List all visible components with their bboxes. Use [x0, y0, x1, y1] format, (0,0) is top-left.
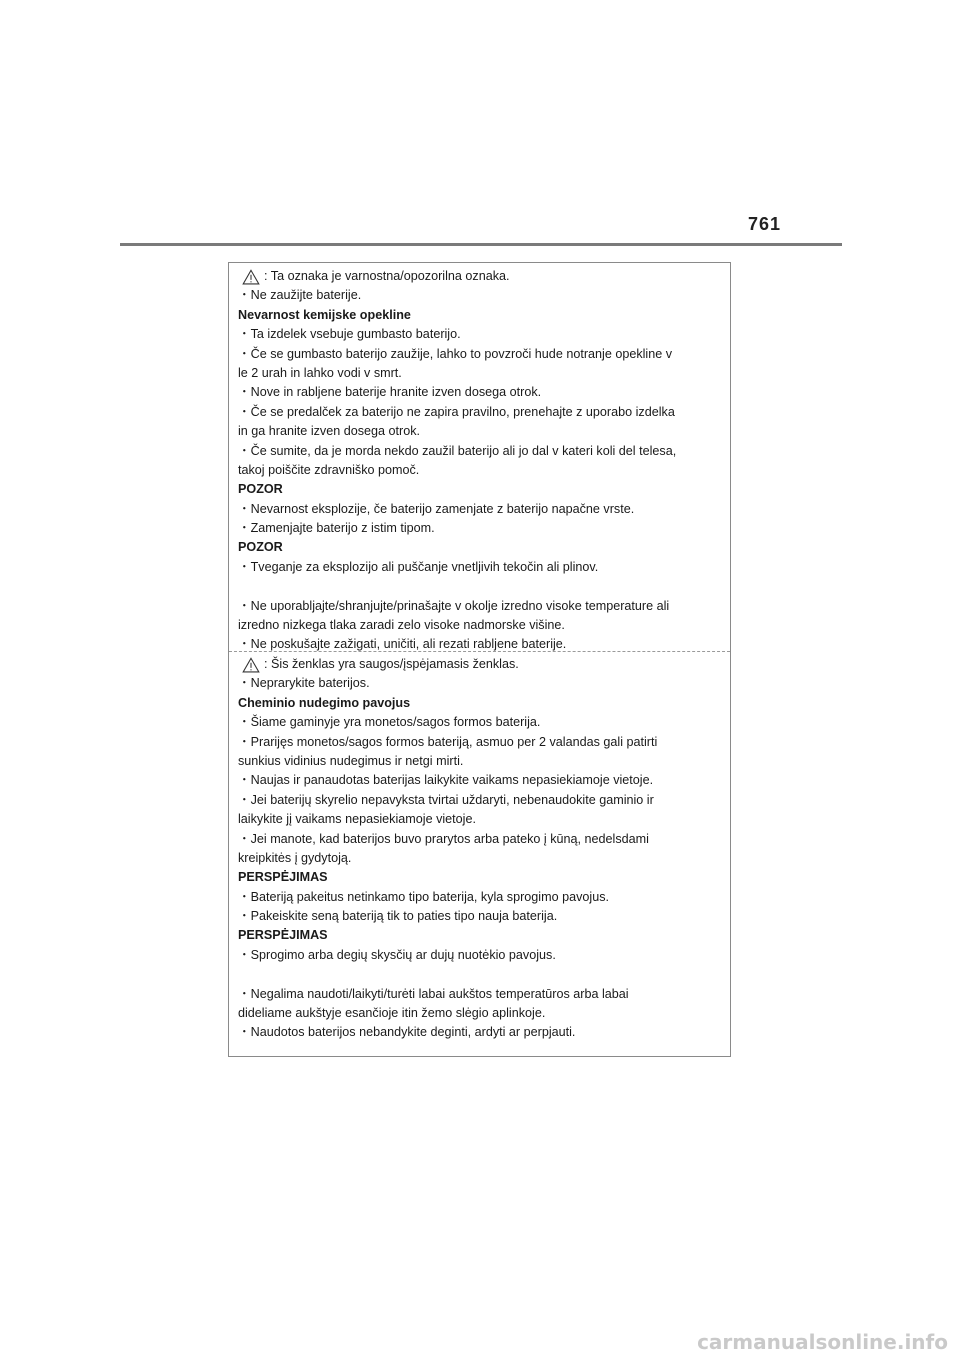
notice-heading: PERSPĖJIMAS: [238, 870, 328, 885]
notice-line: ・Neprarykite baterijos.: [238, 676, 370, 691]
battery-warning-box: [228, 262, 731, 1057]
section-slovenian: [229, 267, 730, 655]
notice-line: ・Če se gumbasto baterijo zaužije, lahko to povzroči hude notranje opekline v: [238, 346, 673, 361]
notice-line: laikykite jį vaikams nepasiekiamoje vietoje.: [238, 812, 476, 827]
section-lithuanian: [229, 655, 730, 1043]
section-divider: [229, 651, 730, 652]
notice-line: ・Jei baterijų skyrelio nepavyksta tvirtai uždaryti, nebenaudokite gaminio ir: [238, 792, 654, 807]
notice-line: sunkius vidinius nudegimus ir netgi mirti.: [238, 753, 464, 768]
notice-line: kreipkitės į gydytoją.: [238, 850, 352, 865]
notice-line: [238, 965, 730, 984]
page-number: 761: [748, 214, 782, 234]
header-rule: [120, 243, 842, 246]
notice-line: ・Zamenjajte baterijo z istim tipom.: [238, 521, 435, 536]
notice-line: ・Če se predalček za baterijo ne zapira pravilno, prenehajte z uporabo izdelka: [238, 404, 675, 419]
warning-label-text: : Šis ženklas yra saugos/įspėjamasis ženklas.: [264, 657, 519, 671]
warning-label: [238, 267, 730, 286]
warning-triangle-icon: [242, 269, 260, 285]
notice-heading: Cheminio nudegimo pavojus: [238, 695, 411, 710]
notice-line: ・Nove in rabljene baterije hranite izven dosega otrok.: [238, 385, 542, 400]
notice-line: ・Šiame gaminyje yra monetos/sagos formos baterija.: [238, 715, 541, 730]
notice-line: ・Sprogimo arba degių skysčių ar dujų nuotėkio pavojus.: [238, 947, 556, 962]
notice-line: ・Ne uporabljajte/shranjujte/prinašajte v okolje izredno visoke temperature ali: [238, 598, 670, 613]
notice-heading: POZOR: [238, 540, 283, 555]
warning-label: [238, 655, 730, 674]
notice-line: takoj poiščite zdravniško pomoč.: [238, 462, 420, 477]
notice-line: ・Če sumite, da je morda nekdo zaužil baterijo ali jo dal v kateri koli del telesa,: [238, 443, 677, 458]
notice-line: ・Ne poskušajte zažigati, uničiti, ali rezati rabljene baterije.: [238, 637, 567, 652]
notice-heading: PERSPĖJIMAS: [238, 928, 328, 943]
notice-line: ・Tveganje za eksplozijo ali puščanje vnetljivih tekočin ali plinov.: [238, 559, 599, 574]
notice-line: izredno nizkega tlaka zaradi zelo visoke nadmorske višine.: [238, 618, 565, 633]
notice-line: ・Negalima naudoti/laikyti/turėti labai aukštos temperatūros arba labai: [238, 986, 629, 1001]
notice-line: ・Pakeiskite seną bateriją tik to paties tipo nauja baterija.: [238, 909, 558, 924]
notice-heading: Nevarnost kemijske opekline: [238, 307, 411, 322]
notice-line: ・Prarijęs monetos/sagos formos bateriją, asmuo per 2 valandas gali patirti: [238, 734, 658, 749]
notice-line: ・Jei manote, kad baterijos buvo prarytos arba pateko į kūną, nedelsdami: [238, 831, 649, 846]
notice-line: ・Naujas ir panaudotas baterijas laikykite vaikams nepasiekiamoje vietoje.: [238, 773, 654, 788]
notice-line: ・Bateriją pakeitus netinkamo tipo baterija, kyla sprogimo pavojus.: [238, 889, 610, 904]
notice-line: dideliame aukštyje esančioje itin žemo slėgio aplinkoje.: [238, 1006, 546, 1021]
watermark: carmanualsonline.info: [697, 1330, 948, 1354]
warning-triangle-icon: [242, 657, 260, 673]
notice-line: [238, 577, 730, 596]
notice-line: ・Nevarnost eksplozije, če baterijo zamenjate z baterijo napačne vrste.: [238, 501, 635, 516]
notice-line: le 2 urah in lahko vodi v smrt.: [238, 365, 402, 380]
notice-line: ・Ne zaužijte baterije.: [238, 288, 362, 303]
warning-label-text: : Ta oznaka je varnostna/opozorilna oznaka.: [264, 269, 510, 283]
notice-heading: POZOR: [238, 482, 283, 497]
notice-line: ・Ta izdelek vsebuje gumbasto baterijo.: [238, 327, 461, 342]
notice-line: in ga hranite izven dosega otrok.: [238, 424, 421, 439]
notice-line: ・Naudotos baterijos nebandykite deginti, ardyti ar perpjauti.: [238, 1025, 576, 1040]
